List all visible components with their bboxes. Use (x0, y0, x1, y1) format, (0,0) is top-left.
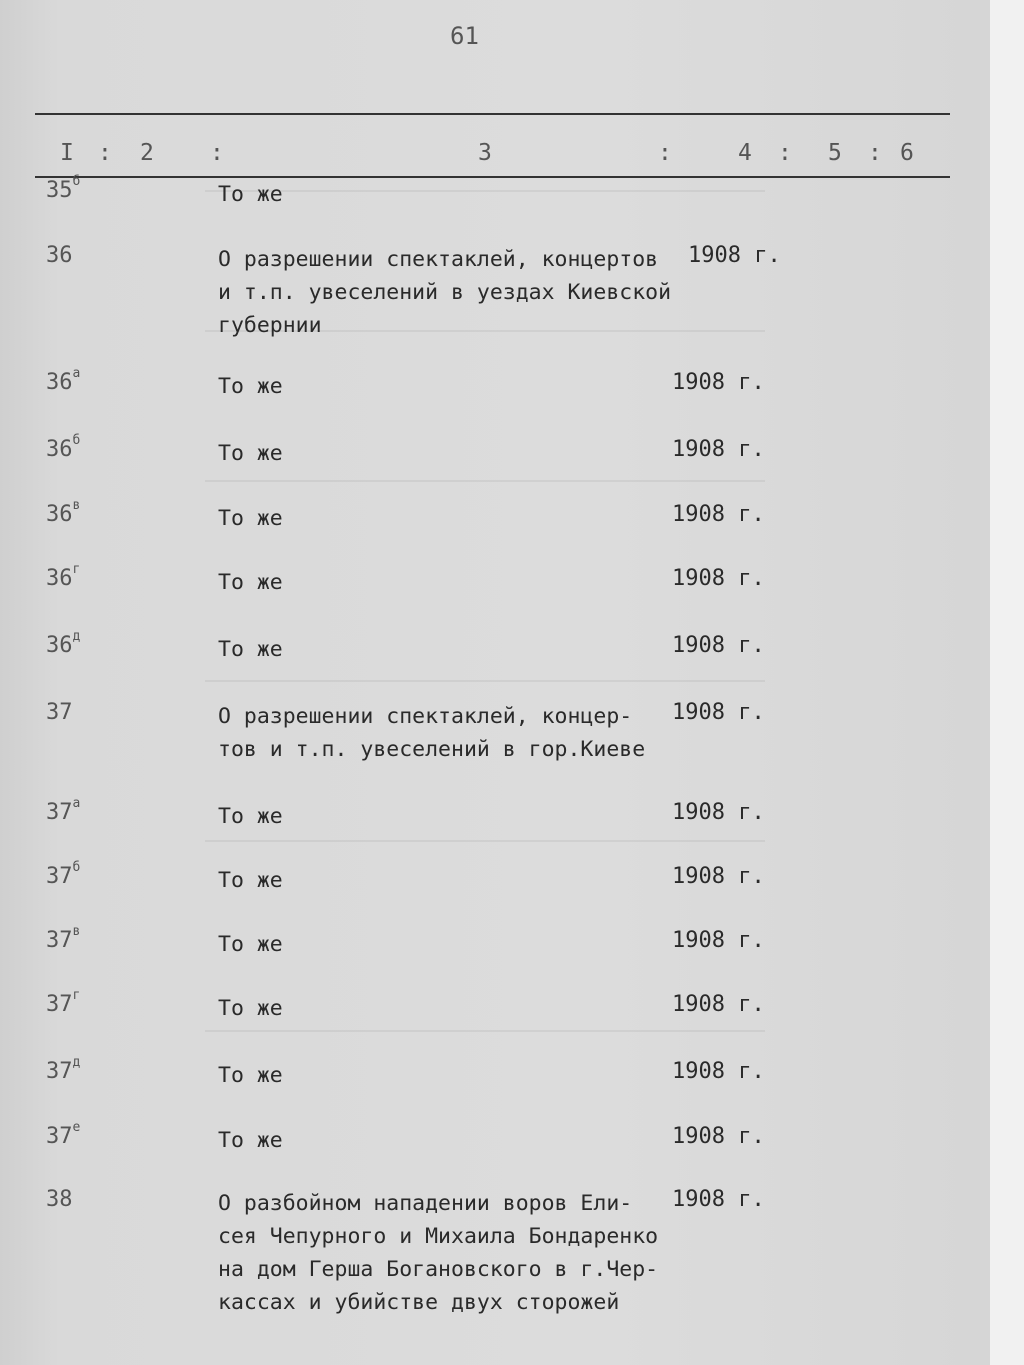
table-header (0, 140, 990, 176)
header-separator: : (210, 140, 224, 166)
row-number: $37^а$ (46, 796, 81, 825)
row-year: 1908 г. (672, 1059, 765, 1084)
header-col-4: 4 (738, 140, 752, 166)
row-number: $37^в$ (46, 924, 81, 953)
row-number: 36 (46, 243, 73, 268)
row-number: $36^а$ (46, 366, 81, 395)
row-description: То же (218, 374, 283, 399)
row-number: $37^б$ (46, 860, 81, 889)
row-description: О разбойном нападении воров Ели- сея Чепурного и Михаила Бондаренко на дом Герша Богановского в г.Чер- кассах и убийстве двух сторожей (218, 1191, 659, 1315)
header-col-5: 5 (828, 140, 842, 166)
row-year: 1908 г. (672, 633, 765, 658)
row-description: То же (218, 804, 283, 829)
header-separator: : (868, 140, 882, 166)
row-year: 1908 г. (672, 502, 765, 527)
row-year: 1908 г. (672, 992, 765, 1017)
row-number: $35^б$ (46, 174, 81, 203)
row-year: 1908 г. (672, 928, 765, 953)
bleed-through-line (205, 680, 765, 700)
row-number: $37^е$ (46, 1120, 81, 1149)
bleed-through-line (205, 480, 765, 500)
row-year: 1908 г. (672, 800, 765, 825)
row-description: То же (218, 932, 283, 957)
row-description: То же (218, 182, 283, 207)
row-year: 1908 г. (672, 700, 765, 725)
row-year: 1908 г. (672, 864, 765, 889)
page-edge (990, 0, 1024, 1365)
header-col-3: 3 (478, 140, 492, 166)
row-year: 1908 г. (672, 1187, 765, 1212)
row-description: То же (218, 570, 283, 595)
bleed-through-line (205, 840, 765, 860)
row-description: То же (218, 1063, 283, 1088)
row-description: То же (218, 1128, 283, 1153)
row-description: То же (218, 506, 283, 531)
row-number: $37^д$ (46, 1055, 81, 1084)
row-year: 1908 г. (672, 1124, 765, 1149)
bleed-through-line (205, 1030, 765, 1050)
row-description: То же (218, 441, 283, 466)
header-col-6: 6 (900, 140, 914, 166)
row-number: $36^в$ (46, 498, 81, 527)
row-description: То же (218, 996, 283, 1021)
row-year: 1908 г. (688, 243, 781, 268)
page-number: 61 (450, 22, 479, 50)
row-year: 1908 г. (672, 370, 765, 395)
row-number: $36^г$ (46, 562, 81, 591)
header-col-2: 2 (140, 140, 154, 166)
header-separator: : (98, 140, 112, 166)
row-number: $36^д$ (46, 629, 81, 658)
row-description: О разрешении спектаклей, концер- тов и т.п. увеселений в гор.Киеве (218, 704, 646, 762)
row-description: То же (218, 868, 283, 893)
row-number: $37^г$ (46, 988, 81, 1017)
row-description: О разрешении спектаклей, концертов и т.п. увеселений в уездах Киевской губернии (218, 247, 672, 338)
row-number: 38 (46, 1187, 73, 1212)
table-top-rule (35, 113, 950, 115)
header-separator: : (778, 140, 792, 166)
row-year: 1908 г. (672, 566, 765, 591)
row-number: 37 (46, 700, 73, 725)
row-year: 1908 г. (672, 437, 765, 462)
header-separator: : (658, 140, 672, 166)
row-number: $36^б$ (46, 433, 81, 462)
row-description: То же (218, 637, 283, 662)
header-col-1: I (60, 140, 74, 166)
